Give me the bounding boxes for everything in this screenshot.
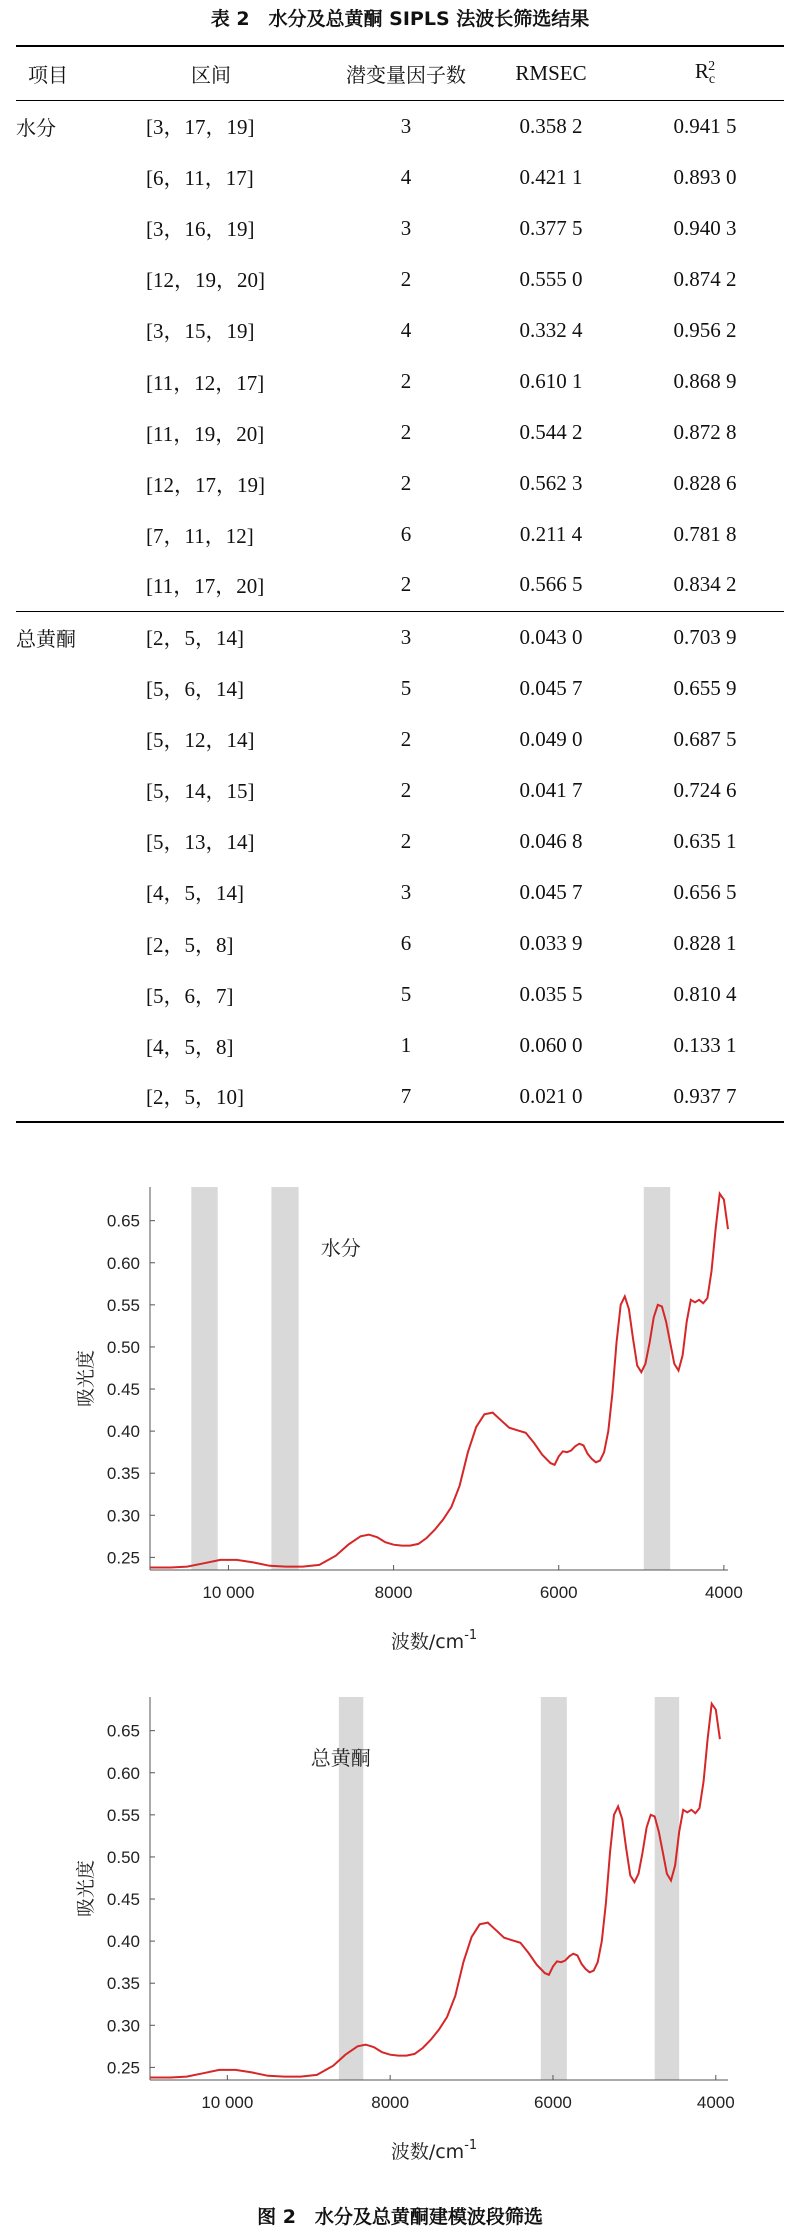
group-label: 水分 — [16, 115, 56, 140]
x-tick-label: 6000 — [539, 1583, 578, 1602]
rmsec-cell: 0.566 5 — [476, 560, 626, 611]
rmsec-cell: 0.555 0 — [519, 266, 583, 291]
interval-cell: [6，11，17] — [146, 166, 254, 191]
rmsec-cell: 0.046 8 — [519, 828, 583, 853]
table-row — [16, 560, 784, 611]
y-axis-label: 吸光度 — [75, 1349, 97, 1408]
factors-cell: 2 — [400, 420, 412, 445]
header-rc2-sup: 2 — [708, 58, 716, 74]
group-label-empty — [16, 969, 146, 1020]
chart-water-svg — [0, 1175, 800, 1680]
table-row — [16, 509, 784, 560]
table-row — [16, 101, 784, 152]
interval-cell: [5，13，14] — [146, 830, 255, 855]
header-factors: 潜变量因子数 — [346, 63, 466, 87]
y-tick-label: 0.35 — [106, 1464, 140, 1484]
interval-cell: [7，11，12] — [146, 523, 254, 548]
highlight-band — [541, 1697, 567, 2080]
chart-annotation: 总黄酮 — [310, 1746, 371, 1770]
y-tick-label: 0.55 — [106, 1805, 140, 1825]
group-label-empty — [16, 458, 146, 509]
x-tick-label: 8000 — [374, 1583, 413, 1602]
rc2-cell: 0.828 1 — [673, 931, 737, 956]
group-label-empty — [16, 203, 146, 254]
table-row — [16, 714, 784, 765]
table-row — [16, 765, 784, 816]
x-axis-label-sup: -1 — [464, 2138, 478, 2153]
factors-cell: 7 — [336, 1071, 476, 1122]
group-label-empty — [16, 254, 146, 305]
factors-cell: 2 — [400, 266, 412, 291]
group-label-empty — [16, 356, 146, 407]
interval-cell: [5，6，14] — [146, 677, 244, 702]
interval-cell: [3，15，19] — [146, 319, 255, 344]
y-tick-label: 0.65 — [106, 1211, 140, 1231]
chart-flavonoids — [0, 1685, 800, 2190]
factors-cell: 3 — [400, 113, 412, 138]
interval-cell: [2，5，14] — [146, 626, 244, 651]
interval-cell: [5，12，14] — [146, 728, 255, 753]
rmsec-cell: 0.610 1 — [519, 369, 583, 394]
x-axis-label-main: 波数/cm — [390, 2141, 465, 2163]
factors-cell: 2 — [400, 777, 412, 802]
factors-cell: 6 — [400, 522, 412, 547]
group-label-empty — [16, 765, 146, 816]
y-tick-label: 0.35 — [106, 1974, 140, 1994]
rmsec-cell: 0.421 1 — [519, 164, 583, 189]
interval-cell: [12，19，20] — [146, 268, 265, 293]
rmsec-cell: 0.021 0 — [476, 1071, 626, 1122]
figure-caption: 图 2 水分及总黄酮建模波段筛选 — [257, 2206, 543, 2228]
x-tick-label: 8000 — [371, 2093, 410, 2112]
x-axis-label-sup: -1 — [464, 1628, 478, 1643]
results-table — [16, 45, 784, 1123]
y-tick-label: 0.60 — [106, 1253, 140, 1273]
table-row — [16, 305, 784, 356]
table-group-flavonoids — [16, 611, 784, 1122]
header-rc2 — [626, 46, 784, 101]
rc2-cell: 0.834 2 — [626, 560, 784, 611]
y-tick-label: 0.65 — [106, 1721, 140, 1741]
rmsec-cell: 0.332 4 — [519, 317, 583, 342]
rc2-cell: 0.828 6 — [673, 471, 737, 496]
rc2-cell: 0.937 7 — [626, 1071, 784, 1122]
table-row — [16, 407, 784, 458]
group-label-empty — [16, 663, 146, 714]
y-tick-label: 0.25 — [106, 1548, 140, 1568]
factors-cell: 6 — [400, 931, 412, 956]
y-tick-label: 0.30 — [106, 1506, 140, 1526]
highlight-band — [271, 1187, 298, 1570]
y-tick-label: 0.55 — [106, 1295, 140, 1315]
x-axis-label-main: 波数/cm — [390, 1631, 465, 1653]
header-rc2-sub: c — [708, 72, 716, 88]
group-label-empty — [16, 867, 146, 918]
rmsec-cell: 0.544 2 — [519, 420, 583, 445]
header-interval: 区间 — [191, 63, 231, 87]
rc2-cell: 0.781 8 — [673, 522, 737, 547]
group-label-empty — [16, 509, 146, 560]
rc2-cell: 0.941 5 — [673, 113, 737, 138]
y-tick-label: 0.45 — [106, 1890, 140, 1910]
interval-cell: [2，5，8] — [146, 932, 234, 957]
rc2-cell: 0.687 5 — [673, 726, 737, 751]
interval-cell: [5，14，15] — [146, 779, 255, 804]
group-label-empty — [16, 152, 146, 203]
header-rmsec: RMSEC — [515, 61, 587, 85]
rmsec-cell: 0.211 4 — [519, 522, 583, 547]
rmsec-cell: 0.060 0 — [519, 1033, 583, 1058]
factors-cell: 3 — [400, 215, 412, 240]
interval-cell: [11，12，17] — [146, 370, 265, 395]
chart-water — [0, 1175, 800, 1680]
y-tick-label: 0.25 — [106, 2058, 140, 2078]
y-tick-label: 0.40 — [106, 1422, 140, 1442]
y-axis-label: 吸光度 — [75, 1859, 97, 1918]
x-tick-label: 4000 — [704, 1583, 743, 1602]
rc2-cell: 0.874 2 — [673, 266, 737, 291]
y-tick-label: 0.45 — [106, 1380, 140, 1400]
table-row — [16, 867, 784, 918]
table-row — [16, 203, 784, 254]
factors-cell: 2 — [400, 726, 412, 751]
interval-cell: [3，16，19] — [146, 217, 255, 242]
rmsec-cell: 0.049 0 — [519, 726, 583, 751]
rmsec-cell: 0.035 5 — [519, 982, 583, 1007]
interval-cell: [12，17，19] — [146, 472, 265, 497]
rc2-cell: 0.133 1 — [673, 1033, 737, 1058]
factors-cell: 2 — [336, 560, 476, 611]
rc2-cell: 0.956 2 — [673, 317, 737, 342]
group-label-empty — [16, 1020, 146, 1071]
factors-cell: 3 — [400, 879, 412, 904]
x-tick-label: 4000 — [696, 2093, 735, 2112]
group-label-empty — [16, 1071, 146, 1122]
factors-cell: 2 — [400, 471, 412, 496]
rc2-cell: 0.872 8 — [673, 420, 737, 445]
factors-cell: 4 — [400, 317, 412, 342]
factors-cell: 3 — [400, 624, 412, 649]
header-rc2-base: R — [694, 58, 709, 83]
factors-cell: 2 — [400, 369, 412, 394]
rmsec-cell: 0.043 0 — [519, 624, 583, 649]
rc2-cell: 0.635 1 — [673, 828, 737, 853]
table-row — [16, 356, 784, 407]
rc2-cell: 0.656 5 — [673, 879, 737, 904]
table-row — [16, 611, 784, 662]
highlight-band — [191, 1187, 217, 1570]
spectrum-line — [150, 1194, 728, 1568]
rc2-cell: 0.893 0 — [673, 164, 737, 189]
y-tick-label: 0.30 — [106, 2016, 140, 2036]
rmsec-cell: 0.045 7 — [519, 675, 583, 700]
rc2-cell: 0.703 9 — [673, 624, 737, 649]
rc2-cell: 0.655 9 — [673, 675, 737, 700]
factors-cell: 5 — [400, 675, 412, 700]
x-tick-label: 10 000 — [202, 1583, 255, 1602]
group-label-empty — [16, 305, 146, 356]
table-row — [16, 969, 784, 1020]
rmsec-cell: 0.358 2 — [519, 113, 583, 138]
rmsec-cell: 0.562 3 — [519, 471, 583, 496]
x-tick-label: 10 000 — [201, 2093, 254, 2112]
rmsec-cell: 0.041 7 — [519, 777, 583, 802]
table-row — [16, 458, 784, 509]
y-tick-label: 0.50 — [106, 1847, 140, 1867]
y-tick-label: 0.50 — [106, 1337, 140, 1357]
highlight-band — [644, 1187, 670, 1570]
table-row — [16, 663, 784, 714]
y-tick-label: 0.60 — [106, 1763, 140, 1783]
factors-cell: 1 — [400, 1033, 412, 1058]
table-row — [16, 816, 784, 867]
rmsec-cell: 0.377 5 — [519, 215, 583, 240]
table-row — [16, 254, 784, 305]
group-label-empty — [16, 560, 146, 611]
group-label-empty — [16, 816, 146, 867]
rmsec-cell: 0.033 9 — [519, 931, 583, 956]
interval-cell: [5，6，7] — [146, 983, 234, 1008]
interval-cell: [11，19，20] — [146, 421, 265, 446]
table-row — [16, 1020, 784, 1071]
table-group-water — [16, 101, 784, 612]
table-row — [16, 152, 784, 203]
rmsec-cell: 0.045 7 — [519, 879, 583, 904]
y-tick-label: 0.40 — [106, 1932, 140, 1952]
spectrum-line — [150, 1704, 720, 2078]
group-label-empty — [16, 714, 146, 765]
chart-flavonoids-svg — [0, 1685, 800, 2190]
group-label-empty — [16, 918, 146, 969]
table-row — [16, 918, 784, 969]
rc2-cell: 0.724 6 — [673, 777, 737, 802]
header-item: 项目 — [28, 63, 68, 87]
table-caption: 表 2 水分及总黄酮 SIPLS 法波长筛选结果 — [210, 8, 590, 30]
x-axis-label — [391, 1628, 477, 1653]
chart-annotation: 水分 — [320, 1236, 361, 1260]
group-label-empty — [16, 407, 146, 458]
interval-cell: [4，5，8] — [146, 1034, 234, 1059]
group-label: 总黄酮 — [16, 626, 76, 651]
rc2-cell: 0.868 9 — [673, 369, 737, 394]
x-tick-label: 6000 — [534, 2093, 572, 2112]
highlight-band — [655, 1697, 679, 2080]
table-row — [16, 1071, 784, 1122]
rc2-cell: 0.940 3 — [673, 215, 737, 240]
interval-cell: [2，5，10] — [146, 1071, 336, 1122]
factors-cell: 5 — [400, 982, 412, 1007]
rc2-cell: 0.810 4 — [673, 982, 737, 1007]
interval-cell: [3，17，19] — [146, 115, 255, 140]
x-axis-label — [391, 2138, 477, 2163]
table-header-row — [16, 46, 784, 101]
factors-cell: 2 — [400, 828, 412, 853]
factors-cell: 4 — [400, 164, 412, 189]
interval-cell: [4，5，14] — [146, 881, 244, 906]
interval-cell: [11，17，20] — [146, 560, 336, 611]
